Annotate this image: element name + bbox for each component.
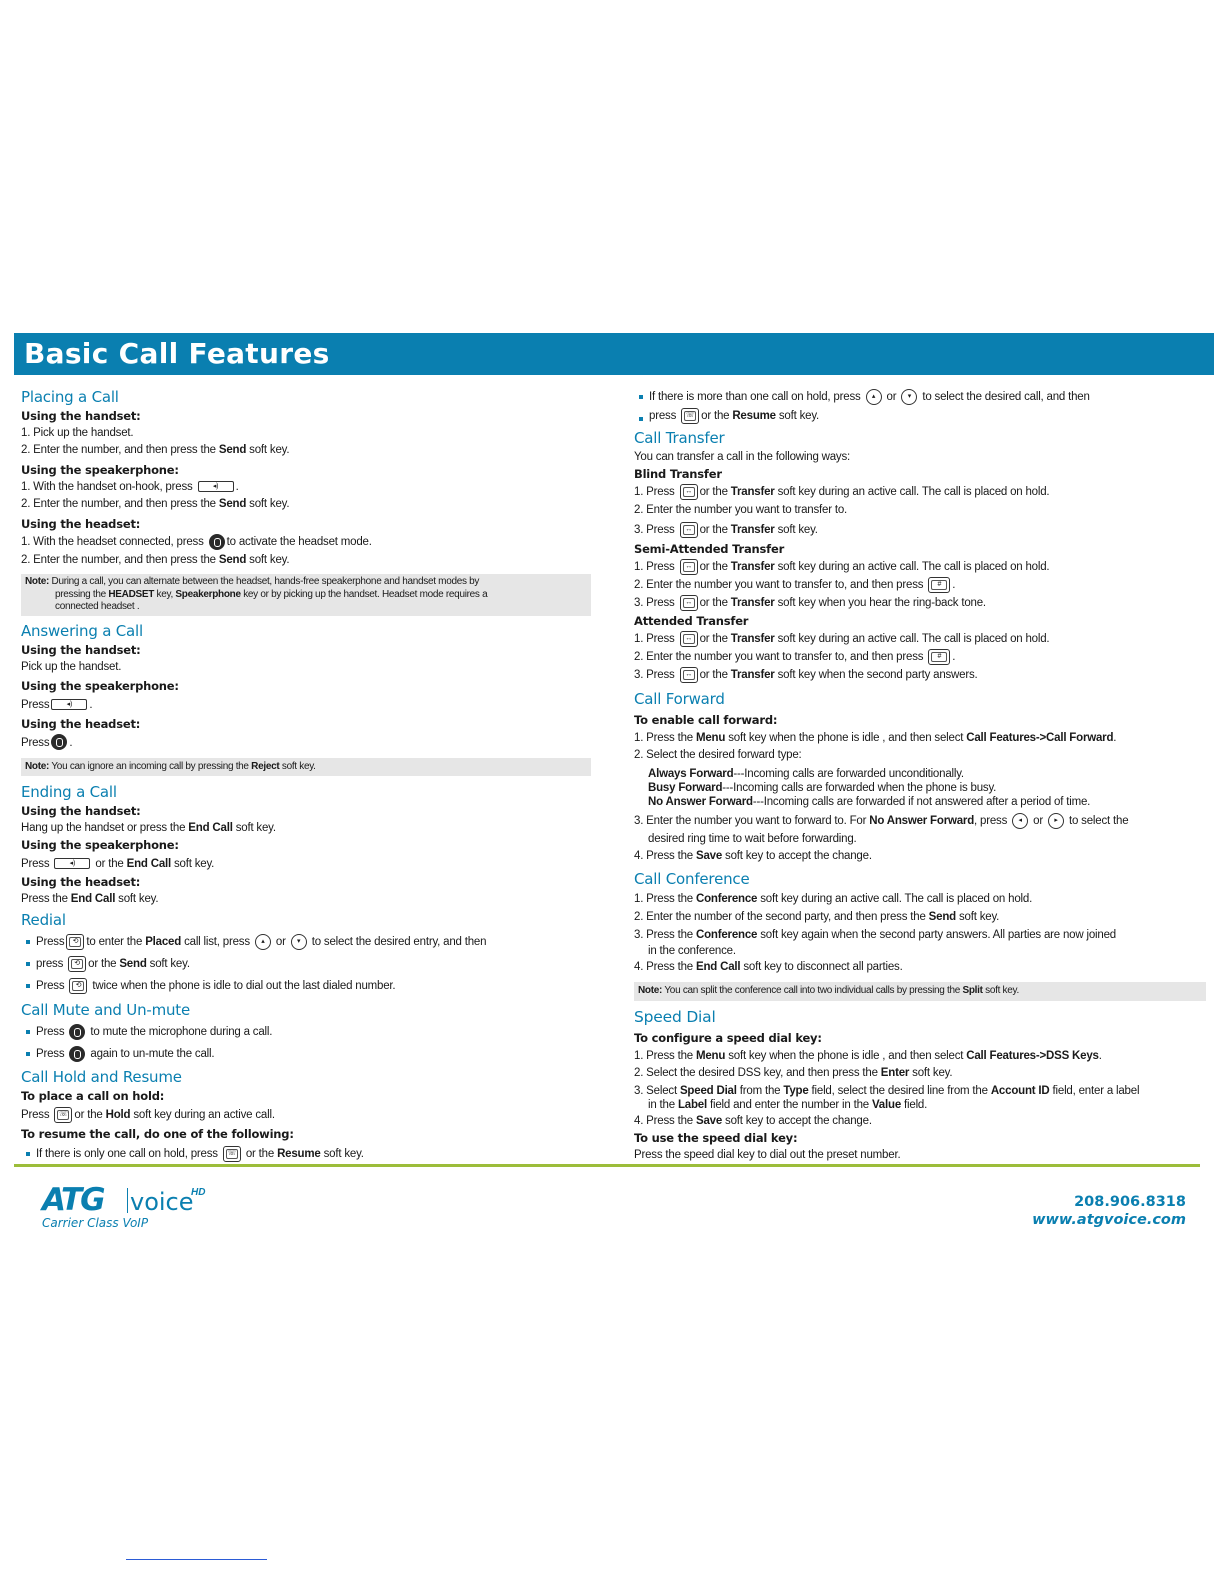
step: 1. Press the Menu soft key when the phone is idle , and then select Call Features->DSS Keys. [634, 1049, 1102, 1062]
text: Transfer [730, 597, 775, 610]
bullet [21, 1043, 591, 1065]
phone-number: 208.906.8318 [1074, 1194, 1186, 1210]
text: Press [36, 936, 65, 948]
text: 2. Enter the number, and then press the [21, 444, 219, 456]
note-line [25, 589, 587, 602]
text: HEADSET [108, 588, 155, 600]
step [634, 890, 1206, 908]
text: to select the [1068, 815, 1129, 828]
text: or the [74, 1109, 106, 1121]
step [634, 908, 1206, 926]
text: You can ignore an incoming call by pressing the [49, 760, 252, 772]
text: soft key. [146, 958, 190, 970]
bullet [634, 386, 1206, 408]
text: 1. Press [634, 486, 675, 499]
text: soft key during an active call. The call is placed on hold. [757, 893, 1033, 906]
section-heading-mute: Call Mute and Un-mute [21, 1001, 191, 1019]
text: 2. Select the desired DSS key, and then press the [634, 1066, 881, 1079]
text: No Answer Forward [869, 815, 975, 828]
step-cont: in the conference. [648, 945, 736, 958]
section-heading-conference: Call Conference [634, 870, 750, 889]
redial-key-icon: ⟲ [69, 978, 87, 994]
text: Press the [21, 893, 71, 905]
text: 3. Press the [634, 929, 696, 942]
text: Menu [695, 732, 726, 745]
text: or the [699, 486, 731, 499]
step [634, 926, 1206, 944]
transfer-key-icon: ↔ [680, 559, 698, 575]
text: Save [695, 850, 723, 863]
bullet [21, 931, 591, 953]
text: twice when the phone is idle to dial out the last dialed number. [92, 980, 396, 992]
text: soft key to accept the change. [722, 850, 872, 863]
text: Press [21, 698, 50, 711]
speaker-key-icon: ◂) [54, 858, 90, 869]
text: Send [218, 444, 247, 456]
step: 2. Enter the number you want to transfer to, and then press # . [634, 577, 1206, 594]
section-heading-ending: Ending a Call [21, 783, 117, 801]
text: or [1033, 815, 1043, 828]
sub-heading: Blind Transfer [634, 467, 722, 482]
text: Value [871, 1098, 902, 1111]
text: or the [699, 669, 731, 682]
section-heading-placing: Placing a Call [21, 388, 119, 406]
redial-key-icon: ⟲ [68, 956, 86, 972]
footer-rule [14, 1164, 1200, 1167]
text: Send [218, 498, 247, 510]
step [21, 533, 591, 552]
sub-heading: To resume the call, do one of the following: [21, 1127, 294, 1141]
text: to activate the headset mode. [226, 536, 372, 548]
text: Send [218, 554, 247, 566]
atg-logo [42, 1182, 302, 1232]
text: key, [154, 588, 176, 600]
text: soft key. [246, 444, 290, 456]
note-box [21, 758, 591, 777]
text: Press [21, 858, 50, 870]
step: 1. With the handset on-hook, press ◂) . [21, 481, 239, 493]
step [21, 1105, 591, 1126]
note-box [21, 574, 591, 616]
text: pressing the [55, 588, 109, 600]
section-heading-redial: Redial [21, 911, 66, 929]
step [634, 1084, 1206, 1098]
text: ---Incoming calls are forwarded unconditionally. [733, 768, 964, 781]
text: Press [36, 1026, 65, 1038]
step [634, 846, 1206, 866]
section-heading-speed: Speed Dial [634, 1007, 716, 1026]
note-label: Note: [25, 576, 50, 587]
text: Resume [732, 410, 776, 423]
text: to mute the microphone during a call. [90, 1026, 273, 1038]
text: 1. Press the [634, 732, 696, 745]
sub-heading: To place a call on hold: [21, 1089, 165, 1103]
text: Hang up the handset or press the [21, 822, 189, 834]
sub-heading: Semi-Attended Transfer [634, 542, 785, 557]
text: soft key. [909, 1066, 953, 1079]
text: Menu [695, 1049, 726, 1062]
text: Transfer [730, 561, 775, 574]
sub-heading: Using the handset: [21, 642, 141, 657]
text: soft key. [279, 760, 316, 772]
text: If there is more than one call on hold, press [649, 391, 861, 403]
step: 1. Pick up the handset. [21, 427, 134, 439]
text: 1. Press the [634, 893, 696, 906]
text: Press [21, 1109, 50, 1121]
headset-key-icon [209, 534, 225, 550]
step [21, 552, 591, 569]
forward-type [634, 767, 1206, 781]
website-link[interactable]: www.atgvoice.com [1032, 1212, 1186, 1228]
hold-key-icon: ☏ [681, 408, 699, 424]
text: or the [699, 561, 731, 574]
text: field, enter a label [1049, 1084, 1140, 1097]
text: Hold [105, 1109, 131, 1121]
text: 1. Press the [634, 1049, 696, 1062]
right-column [634, 386, 1206, 1164]
text: 2. Enter the number of the second party, and then press the [634, 911, 929, 924]
text: Type [783, 1084, 809, 1097]
text: soft key. [232, 822, 276, 834]
text: ---Incoming calls are forwarded when the phone is busy. [722, 782, 997, 795]
nav-up-icon: ▴ [255, 934, 271, 950]
text-line: You can transfer a call in the following ways: [634, 451, 851, 464]
logo-atg: ATG [42, 1182, 104, 1218]
text: 4. Press the [634, 1114, 696, 1127]
note-box [634, 982, 1206, 1001]
left-column [21, 386, 591, 1165]
text: or the [701, 410, 733, 423]
text: or [275, 936, 286, 948]
text: soft key during an active call. The call is placed on hold. [774, 486, 1050, 499]
sub-heading: Using the speakerphone: [21, 838, 179, 852]
sub-heading: To use the speed dial key: [634, 1130, 798, 1145]
text: soft key to accept the change. [722, 1114, 872, 1127]
pound-key-icon: # [928, 649, 950, 665]
section-heading-answering: Answering a Call [21, 621, 143, 640]
text: Conference [695, 929, 758, 942]
text: soft key. [774, 524, 818, 537]
text: press [36, 958, 64, 970]
transfer-key-icon: ↔ [680, 522, 698, 538]
text: Conference [695, 893, 758, 906]
transfer-key-icon: ↔ [680, 484, 698, 500]
text: Speakerphone [175, 588, 241, 600]
nav-left-icon: ◂ [1012, 813, 1028, 829]
transfer-key-icon: ↔ [680, 595, 698, 611]
text: soft key. [775, 410, 820, 423]
step [634, 630, 1206, 649]
step [21, 442, 591, 459]
text: to select the desired call, and then [922, 391, 1090, 403]
text: Press [21, 736, 50, 749]
mute-key-icon [69, 1024, 85, 1040]
text: from the [736, 1084, 784, 1097]
text: 1. With the handset on-hook, press [21, 481, 193, 493]
title-banner [14, 333, 1214, 375]
note-line: connected headset . [55, 601, 140, 612]
forward-type [634, 781, 1206, 795]
step [21, 496, 591, 513]
step: Press ◂) . [21, 698, 93, 711]
sub-heading: Using the speakerphone: [21, 678, 179, 693]
text: 3. Select [634, 1084, 680, 1097]
step [21, 820, 591, 837]
headset-key-icon [51, 734, 67, 750]
text: soft key to disconnect all parties. [740, 961, 903, 974]
text: or [886, 391, 897, 403]
text: soft key again when the second party answers. All parties are now joined [757, 929, 1116, 942]
page-title: Basic Call Features [24, 337, 330, 370]
text: soft key during an active call. The call is placed on hold. [774, 633, 1050, 646]
text: Transfer [730, 486, 775, 499]
text: Transfer [730, 669, 775, 682]
step [634, 1065, 1206, 1082]
text: key or by picking up the handset. Headset mode requires a [240, 588, 488, 600]
section-heading-forward: Call Forward [634, 690, 725, 709]
text: soft key when you hear the ring-back tone. [774, 597, 986, 610]
text: 4. Press the [634, 850, 696, 863]
text: Call Features->DSS Keys [966, 1049, 1099, 1062]
nav-up-icon: ▴ [866, 389, 882, 405]
bullet [21, 1021, 591, 1043]
text: soft key when the second party answers. [774, 669, 978, 682]
text: Transfer [730, 524, 775, 537]
nav-right-icon: ▸ [1048, 813, 1064, 829]
step-cont [634, 1098, 1206, 1112]
note-label: Note: [25, 760, 50, 772]
text: No Answer Forward [648, 796, 753, 809]
text: 3. Press [634, 597, 675, 610]
text: soft key. [246, 554, 290, 566]
hold-key-icon: ☏ [54, 1107, 72, 1123]
text: Enter [880, 1066, 910, 1079]
text: Send [928, 911, 956, 924]
text: 1. Press [634, 633, 675, 646]
text: Label [677, 1098, 707, 1111]
text: Press [36, 1048, 65, 1060]
step [634, 558, 1206, 577]
text: soft key when the phone is idle , and then select [725, 1049, 967, 1062]
text: Account ID [990, 1084, 1050, 1097]
text: soft key. [982, 985, 1019, 997]
text: or the [699, 633, 731, 646]
section-heading-transfer: Call Transfer [634, 429, 725, 448]
text: soft key. [320, 1148, 364, 1160]
bottom-link-underline [126, 1559, 267, 1560]
sub-heading: Attended Transfer [634, 614, 749, 629]
text: 2. Enter the number, and then press the [21, 498, 219, 510]
nav-down-icon: ▾ [291, 934, 307, 950]
text: or the [95, 858, 127, 870]
text: soft key. [115, 893, 159, 905]
text: 3. Enter the number you want to forward to. For [634, 815, 870, 828]
text: During a call, you can alternate between the headset, hands-free speakerphone and handset modes by [49, 576, 480, 587]
step [634, 665, 1206, 686]
sub-heading: Using the handset: [21, 804, 141, 818]
transfer-key-icon: ↔ [680, 667, 698, 683]
bullet [21, 1143, 591, 1165]
bullet-cont [634, 408, 1206, 425]
sub-heading: To configure a speed dial key: [634, 1030, 822, 1045]
sub-heading: Using the headset: [21, 716, 141, 731]
text: Send [119, 958, 147, 970]
text: soft key. [171, 858, 215, 870]
step [634, 594, 1206, 613]
text: Transfer [730, 633, 775, 646]
speaker-key-icon: ◂) [198, 481, 234, 492]
text: field and enter the number in the [706, 1098, 872, 1111]
hold-key-icon: ☏ [223, 1146, 241, 1162]
text: 2. Enter the number, and then press the [21, 554, 219, 566]
text: 4. Press the [634, 961, 696, 974]
text: soft key. [246, 498, 290, 510]
text: soft key. [955, 911, 1000, 924]
speaker-key-icon: ◂) [51, 699, 87, 710]
note-line [25, 576, 587, 589]
text: or the [699, 597, 731, 610]
nav-down-icon: ▾ [901, 389, 917, 405]
step: Press the speed dial key to dial out the preset number. [634, 1148, 901, 1161]
step [634, 519, 1206, 541]
step: 2. Select the desired forward type: [634, 749, 802, 762]
text: or the [245, 1148, 278, 1160]
section-heading-hold: Call Hold and Resume [21, 1068, 182, 1086]
bullet [21, 975, 591, 997]
text: or the [699, 524, 731, 537]
mute-key-icon [69, 1046, 85, 1062]
text: 1. Press [634, 561, 675, 574]
step: 2. Enter the number you want to transfer to, and then press # . [634, 649, 1206, 665]
logo-hd: HD [191, 1187, 206, 1198]
text: 2. Enter the number you want to transfer to, and then press [634, 651, 924, 664]
sub-heading: Using the headset: [21, 517, 141, 531]
text: End Call [126, 858, 172, 870]
text: 2. Enter the number you want to transfer to, and then press [634, 579, 924, 592]
note-label: Note: [638, 985, 663, 997]
text: 3. Press [634, 669, 675, 682]
sub-heading: Using the speakerphone: [21, 463, 179, 477]
transfer-key-icon: ↔ [680, 631, 698, 647]
sub-heading: Using the headset: [21, 875, 141, 889]
text: soft key during an active call. The call is placed on hold. [774, 561, 1050, 574]
text: End Call [70, 893, 116, 905]
forward-type [634, 795, 1206, 809]
text: Always Forward [648, 768, 734, 781]
redial-key-icon: ⟲ [66, 934, 84, 950]
text: Busy Forward [648, 782, 723, 795]
contact-info [1032, 1193, 1186, 1229]
text: Reject [251, 760, 280, 772]
text: Save [695, 1114, 723, 1127]
text: , press [974, 815, 1008, 828]
pound-key-icon: # [928, 577, 950, 593]
text: ---Incoming calls are forwarded if not answered after a period of time. [752, 796, 1091, 809]
step [21, 891, 591, 908]
step: Pick up the handset. [21, 660, 122, 673]
step [634, 483, 1206, 502]
step [634, 1112, 1206, 1130]
text: 1. With the headset connected, press [21, 536, 204, 548]
text: soft key when the phone is idle , and then select [725, 732, 967, 745]
sub-heading: Using the handset: [21, 409, 141, 423]
text: in the [648, 1098, 678, 1111]
text: Speed Dial [679, 1084, 737, 1097]
step [634, 958, 1206, 977]
step [21, 854, 591, 874]
text: soft key during an active call. [130, 1109, 275, 1121]
step: 1. Press the Menu soft key when the phone is idle , and then select Call Features->Call Forward. [634, 732, 1117, 745]
text: 3. Press [634, 524, 675, 537]
text: Placed [145, 936, 182, 948]
text: Call Features->Call Forward [966, 732, 1114, 745]
step: 2. Enter the number you want to transfer to. [634, 504, 848, 517]
text: again to un-mute the call. [90, 1048, 215, 1060]
text: to enter the [86, 936, 146, 948]
text: press [649, 410, 677, 423]
text: If there is only one call on hold, press [36, 1148, 218, 1160]
text: You can split the conference call into two individual calls by pressing the [662, 985, 963, 997]
step: Press . [21, 733, 591, 753]
logo-voice: voice [130, 1188, 194, 1216]
text: to select the desired entry, and then [311, 936, 487, 948]
text: field. [901, 1098, 928, 1111]
text: Press [36, 980, 65, 992]
step-cont: desired ring time to wait before forwarding. [648, 833, 857, 846]
bullet-cont [21, 953, 591, 975]
sub-heading: To enable call forward: [634, 713, 778, 728]
text: End Call [188, 822, 233, 834]
logo-tagline: Carrier Class VoIP [42, 1216, 149, 1230]
text: call list, press [181, 936, 250, 948]
logo-divider [127, 1188, 128, 1213]
step [634, 811, 1206, 832]
text: Resume [277, 1148, 321, 1160]
text: field, select the desired line from the [808, 1084, 991, 1097]
text: or the [88, 958, 120, 970]
text: Split [962, 985, 983, 997]
text: End Call [695, 961, 741, 974]
